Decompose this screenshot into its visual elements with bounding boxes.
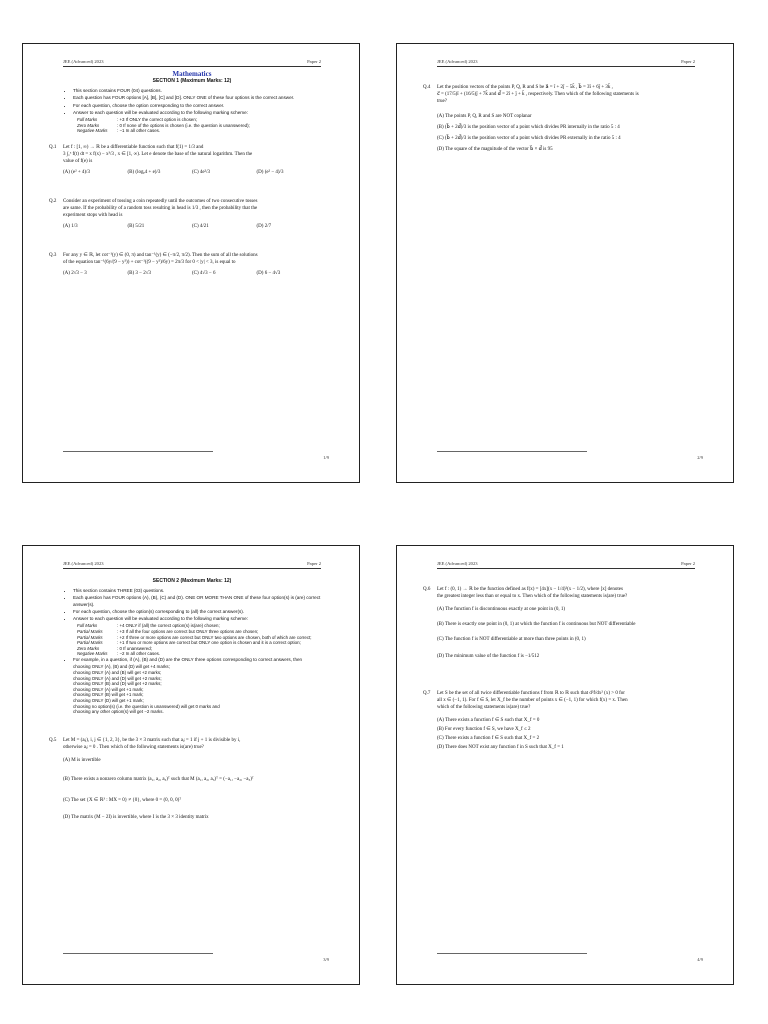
section-title: SECTION 1 (Maximum Marks: 12): [152, 78, 232, 84]
instruction-item: • For example, in a question, if (A), (B) and (D) are the ONLY three options corresponding to correct answers, then: [73, 657, 321, 663]
question-text: which of the following statements is(are) true?: [437, 705, 531, 710]
page-number: 1/9: [323, 455, 329, 460]
example-line: choosing ONLY (B) and (D) will get +2 marks;: [73, 681, 162, 687]
instruction-list: [63, 588, 321, 622]
example-line: choosing ONLY (D) will get +1 mark;: [73, 697, 144, 703]
question-5: [49, 737, 321, 821]
header-left: JEE (Advanced) 2023: [63, 561, 104, 566]
option-b: (B) 3 − 2√3: [127, 270, 151, 276]
instruction-item: • Each question has FOUR options (A), (B), (C) and (D). ONE OR MORE THAN ONE of these four option(s) is (are) correct answer(s).: [73, 595, 321, 608]
option-d: (D) The matrix (M − 2I) is invertible, where I is the 3 × 3 identity matrix: [63, 814, 209, 820]
header-right: Paper 2: [681, 561, 695, 566]
instruction-item: • Answer to each question will be evaluated according to the following marking scheme:: [73, 616, 321, 622]
option-b: (B) There exists a nonzero column matrix (a₁, a₂, a₃)ᵀ such that M (a₁, a₂, a₃)ᵀ = (−a₁, −a₂, −a₃)ᵀ: [63, 776, 254, 782]
option-a: (A) The function f is discontinuous exactly at one point in (0, 1): [437, 607, 566, 612]
page-number: 4/9: [697, 957, 703, 962]
scheme-value: : +3 If all the four options are correct but ONLY three options are chosen;: [117, 629, 259, 635]
header-left: JEE (Advanced) 2023: [63, 59, 104, 64]
instruction-item: • For each question, choose the option corresponding to the correct answer.: [73, 103, 321, 109]
header-rule: [63, 568, 321, 569]
instruction-item: • For each question, choose the option(s) corresponding to (all) the correct answer(s).: [73, 609, 321, 615]
option-c: (C) 4/21: [192, 223, 209, 229]
question-text: For any y ∈ ℝ, let cot⁻¹(y) ∈ (0, π) and tan⁻¹(y) ∈ (−π/2, π/2). Then the sum of all the solutions: [63, 252, 258, 258]
instruction-list: [63, 88, 321, 116]
question-text: Let f : (0, 1) → ℝ be the function defined as f(x) = [4x](x − 1/4)²(x − 1/2), where [x] denotes: [437, 587, 623, 592]
question-2: [49, 198, 321, 230]
example-line: choosing ONLY (B) will get +1 mark;: [73, 692, 144, 698]
header-rule: [63, 66, 321, 67]
scheme-value: : +4 ONLY if (all) the correct option(s) is(are) chosen;: [117, 623, 220, 629]
footer-rule: [437, 953, 587, 954]
option-d: (D) 2/7: [256, 223, 272, 229]
option-c: (C) The set {X ∈ ℝ³ : MX = 0} ≠ {0}, where 0 = (0, 0, 0)ᵀ: [63, 797, 182, 803]
option-a: (A) 1/3: [63, 223, 78, 229]
example-lines: [63, 664, 321, 714]
footer-rule: [63, 451, 213, 452]
option-a: (A) M is invertible: [63, 757, 101, 763]
question-text: the greatest integer less than or equal to x. Then which of the following statements is(are) true?: [437, 594, 628, 599]
option-a: (A) There exists a function f ∈ S such that X_f = 0: [437, 718, 540, 723]
option-c: (C) There exists a function f ∈ S such that X_f = 2: [437, 736, 540, 741]
instruction-item: • Answer to each question will be evaluated according to the following marking scheme:: [73, 110, 321, 116]
scheme-key: Zero Marks: [77, 645, 100, 651]
question-number: Q.2: [49, 198, 57, 204]
question-number: Q.6: [423, 587, 431, 592]
page-number: 3/9: [323, 957, 329, 962]
options-row: [63, 169, 321, 176]
question-4: [423, 84, 695, 153]
scheme-value: : 0 If none of the options is chosen (i.e. the question is unanswered);: [117, 122, 250, 128]
scheme-key: Negative Marks: [77, 128, 108, 134]
example-line: choosing ONLY (A), (B) and (D) will get +4 marks;: [73, 664, 170, 670]
header-right: Paper 2: [307, 561, 321, 566]
document-page-2: [396, 43, 734, 483]
question-text: of the equation tan⁻¹(6y/(9 − y²)) + cot⁻¹((9 − y²)/6y) = 2π/3 for 0 < |y| < 3, is equal to: [63, 259, 236, 265]
header-left: JEE (Advanced) 2023: [437, 561, 478, 566]
scheme-key: Full Marks: [77, 117, 98, 123]
question-text: value of f(e) is: [63, 158, 93, 164]
question-1: [49, 144, 321, 176]
question-text: Consider an experiment of tossing a coin repeatedly until the outcomes of two consecutive tosses: [63, 198, 258, 204]
question-text: 3 ∫₁ˣ f(t) dt = x f(x) − x³/3 , x ∈ [1, ∞). Let e denote the base of the natural logarithm. Then the: [63, 151, 253, 157]
scheme-key: Full Marks: [77, 623, 98, 629]
option-c: (C) 4√3 − 6: [192, 270, 216, 276]
question-text: Let f : [1, ∞) → ℝ be a differentiable function such that f(1) = 1/3 and: [63, 144, 204, 150]
scheme-value: : +1 If two or more options are correct but ONLY one option is chosen and it is a correct option;: [117, 640, 301, 646]
scheme-key: Partial Marks: [77, 629, 103, 635]
question-number: Q.3: [49, 252, 57, 258]
option-c: (C) (b⃗ + 2d⃗)/3 is the position vector of a point which divides PR externally in the ratio 5 : 4: [437, 136, 621, 141]
option-a: (A) (e² + 4)/3: [63, 169, 90, 175]
footer-rule: [63, 953, 213, 954]
document-page-3: [22, 545, 360, 985]
question-number: Q.5: [49, 737, 57, 743]
question-number: Q.1: [49, 144, 57, 150]
question-text: Let M = (aᵢⱼ), i, j ∈ {1, 2, 3}, be the 3 × 3 matrix such that aᵢⱼ = 1 if j + 1 is divisible by i,: [63, 737, 241, 743]
header-rule: [437, 568, 695, 569]
option-c: (C) 4e²/3: [192, 169, 211, 175]
header-rule: [437, 66, 695, 67]
options-row: [63, 223, 321, 230]
option-a: (A) The points P, Q, R and S are NOT coplanar: [437, 114, 532, 119]
document-page-4: [396, 545, 734, 985]
marking-scheme: [63, 117, 321, 134]
instruction-item: • This section contains THREE (03) questions.: [73, 588, 321, 594]
example-line: choosing ONLY (A) and (B) will get +2 marks;: [73, 669, 162, 675]
option-d: (D) (e² − 4)/3: [256, 169, 284, 175]
option-d: (D) The minimum value of the function f is −1/512: [437, 654, 540, 659]
page-number: 2/9: [697, 455, 703, 460]
options-row: [63, 270, 321, 277]
scheme-key: Negative Marks: [77, 651, 108, 657]
question-number: Q.7: [423, 691, 431, 696]
option-a: (A) 2√3 − 3: [63, 270, 87, 276]
option-b: (B) 5/21: [127, 223, 145, 229]
scheme-key: Partial Marks: [77, 634, 103, 640]
scheme-value: : −1 In all other cases.: [117, 128, 161, 134]
instruction-item: • This section contains FOUR (04) questions.: [73, 88, 321, 94]
option-c: (C) The function f is NOT differentiable at more than three points in (0, 1): [437, 637, 586, 642]
page-header: [437, 561, 695, 566]
document-page-1: [22, 43, 360, 483]
example-line: choosing ONLY (A) will get +1 mark;: [73, 686, 144, 692]
question-text: all x ∈ (−1, 1). For f ∈ S, let X_f be the number of points x ∈ (−1, 1) for which f(x) = x. Then: [437, 698, 628, 703]
option-b: (B) There is exactly one point in (0, 1) at which the function f is continuous but NOT differentiable: [437, 622, 636, 627]
option-b: (B) (logₑ4 + e)/3: [127, 169, 161, 175]
header-right: Paper 2: [681, 59, 695, 64]
section-title: SECTION 2 (Maximum Marks: 12): [152, 578, 232, 584]
question-3: [49, 252, 321, 277]
header-right: Paper 2: [307, 59, 321, 64]
footer-rule: [437, 451, 587, 452]
question-text: true?: [437, 99, 447, 104]
page-header: [63, 59, 321, 64]
scheme-value: : −2 In all other cases.: [117, 651, 161, 657]
example-line: choosing any other option(s) will get −2 marks.: [73, 709, 164, 715]
question-7: [423, 690, 695, 751]
scheme-value: : +2 If three or more options are correct but ONLY two options are chosen, both of which are correct;: [117, 634, 312, 640]
scheme-key: Zero Marks: [77, 122, 100, 128]
example-line: choosing ONLY (A) and (D) will get +2 marks;: [73, 675, 162, 681]
option-d: (D) 6 − 4√3: [256, 270, 281, 276]
question-text: Let S be the set of all twice differentiable functions f from ℝ to ℝ such that d²f/dx² (x) > 0 for: [437, 691, 625, 696]
option-b: (B) (b⃗ + 2d⃗)/3 is the position vector of a point which divides PR internally in the ratio 5 : 4: [437, 125, 620, 130]
option-d: (D) The square of the magnitude of the vector b⃗ × d⃗ is 95: [437, 147, 553, 152]
instruction-item: • Each question has FOUR options [A], [B], [C] and [D]. ONLY ONE of these four options is the correct answer.: [73, 95, 321, 101]
page-header: [63, 561, 321, 566]
question-text: experiment stops with head is: [63, 212, 123, 218]
scheme-value: : +3 If ONLY the correct option is chosen;: [117, 117, 198, 123]
page-header: [437, 59, 695, 64]
example-list: [63, 657, 321, 663]
scheme-value: : 0 If unanswered;: [117, 645, 152, 651]
question-number: Q.4: [423, 85, 431, 90]
question-text: are same. If the probability of a random toss resulting in head is 1/3 , then the probability that the: [63, 205, 258, 211]
header-left: JEE (Advanced) 2023: [437, 59, 478, 64]
option-b: (B) For every function f ∈ S, we have X_f ≤ 2: [437, 727, 531, 732]
subject-title: Mathematics: [172, 70, 212, 78]
question-text: otherwise aᵢⱼ = 0 . Then which of the following statements is(are) true?: [63, 744, 204, 750]
question-6: [423, 586, 695, 660]
example-line: choosing no option(s) (i.e. the question is unanswered) will get 0 marks and: [73, 703, 220, 709]
option-d: (D) There does NOT exist any function f in S such that X_f = 1: [437, 745, 564, 750]
scheme-key: Partial Marks: [77, 640, 103, 646]
question-text: c⃗ = (17/5)î + (16/5)ĵ + 7k̂ and d⃗ = 2î + ĵ + k̂ , respectively. Then which of the following statements is: [437, 92, 639, 97]
marking-scheme: [63, 623, 321, 657]
question-text: Let the position vectors of the points P, Q, R and S be a⃗ = î + 2ĵ − 5k̂ , b⃗ = 3î + 6ĵ + 3k̂ ,: [437, 85, 613, 90]
